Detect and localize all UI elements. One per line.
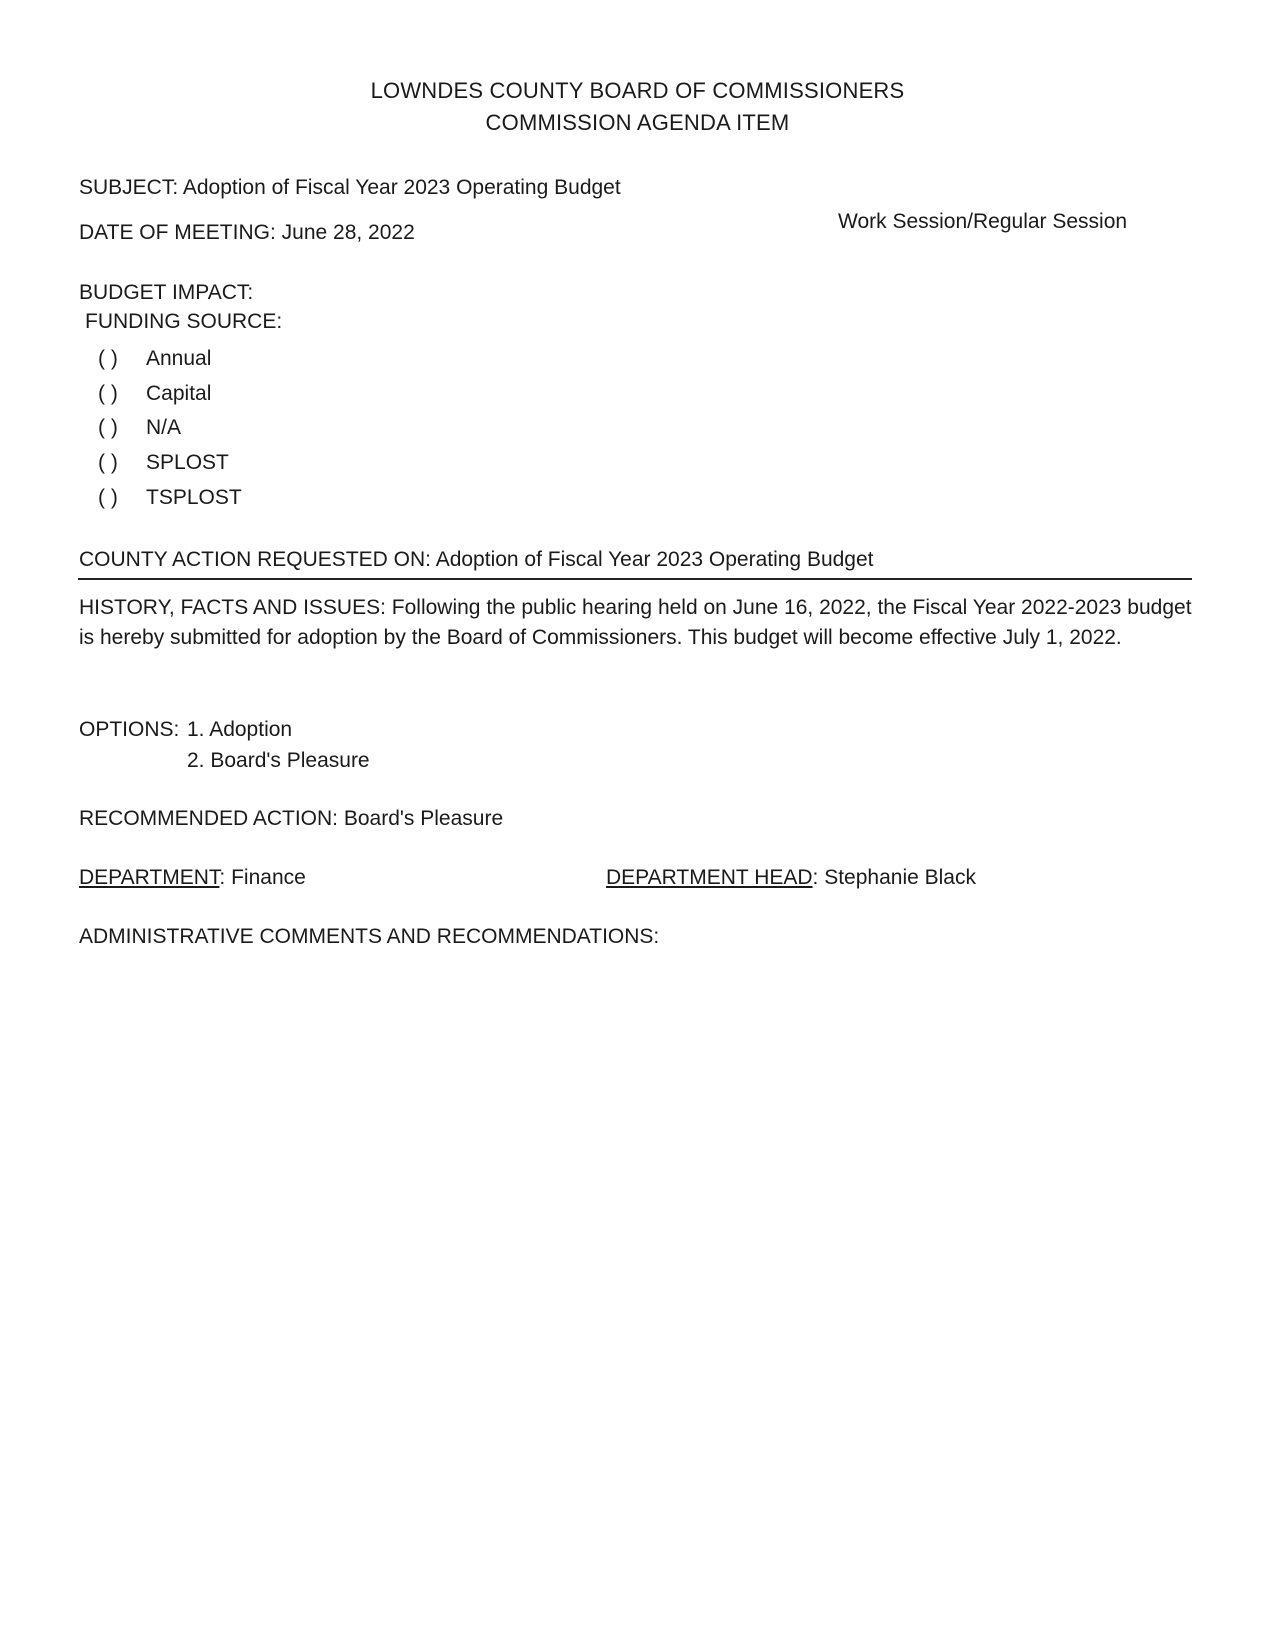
budget-impact-label: BUDGET IMPACT: <box>79 281 254 304</box>
department-head-value: : Stephanie Black <box>812 866 976 889</box>
checkbox-mark: ( ) <box>98 486 118 509</box>
meeting-date-value: June 28, 2022 <box>281 221 415 244</box>
checkbox-mark: ( ) <box>98 451 118 474</box>
subject-value: Adoption of Fiscal Year 2023 Operating Budget <box>182 176 621 199</box>
history-value: Following the public hearing held on June 16, 2022, the Fiscal Year 2022-2023 budget is hereby submitted for adoption by the Board of Commissioners. This budget will become effective July 1, 2022. <box>79 596 1192 649</box>
funding-option-tsplost <box>98 486 242 510</box>
session-type: Work Session/Regular Session <box>838 210 1128 233</box>
funding-option-capital <box>98 382 211 406</box>
meeting-date-label: DATE OF MEETING: <box>79 221 276 244</box>
funding-option-label: Annual <box>146 347 212 370</box>
county-action-line <box>79 548 874 572</box>
funding-source-label: FUNDING SOURCE: <box>85 310 283 333</box>
checkbox-mark: ( ) <box>98 416 118 439</box>
funding-option-label: N/A <box>146 416 182 439</box>
recommended-action-line <box>79 807 503 831</box>
option-item: 2. Board's Pleasure <box>187 749 370 772</box>
subject-label: SUBJECT: <box>79 176 179 199</box>
options-label: OPTIONS: <box>79 718 180 741</box>
recommended-action-label: RECOMMENDED ACTION: <box>79 807 339 830</box>
funding-option-label: SPLOST <box>146 451 229 474</box>
department-value: : Finance <box>219 866 306 889</box>
board-title: LOWNDES COUNTY BOARD OF COMMISSIONERS <box>370 78 905 103</box>
history-paragraph <box>79 593 1199 653</box>
agenda-item-title: COMMISSION AGENDA ITEM <box>485 110 790 135</box>
checkbox-mark: ( ) <box>98 382 118 405</box>
funding-option-label: Capital <box>146 382 212 405</box>
funding-option-splost <box>98 451 229 475</box>
department-head-line <box>606 866 976 890</box>
meeting-date-line <box>79 221 415 245</box>
funding-option-label: TSPLOST <box>146 486 242 509</box>
department-label: DEPARTMENT <box>79 866 220 889</box>
history-label: HISTORY, FACTS AND ISSUES: <box>79 596 386 619</box>
department-line <box>79 866 306 890</box>
recommended-action-value: Board's Pleasure <box>343 807 504 830</box>
county-action-value: Adoption of Fiscal Year 2023 Operating Budget <box>435 548 874 571</box>
section-divider <box>78 578 1192 580</box>
admin-comments-label: ADMINISTRATIVE COMMENTS AND RECOMMENDATIONS: <box>79 925 660 948</box>
checkbox-mark: ( ) <box>98 347 118 370</box>
county-action-label: COUNTY ACTION REQUESTED ON: <box>79 548 431 571</box>
department-head-label: DEPARTMENT HEAD <box>606 866 813 889</box>
funding-option-annual <box>98 347 211 371</box>
funding-option-na <box>98 416 181 440</box>
subject-line <box>79 176 621 200</box>
option-item: 1. Adoption <box>187 718 293 741</box>
